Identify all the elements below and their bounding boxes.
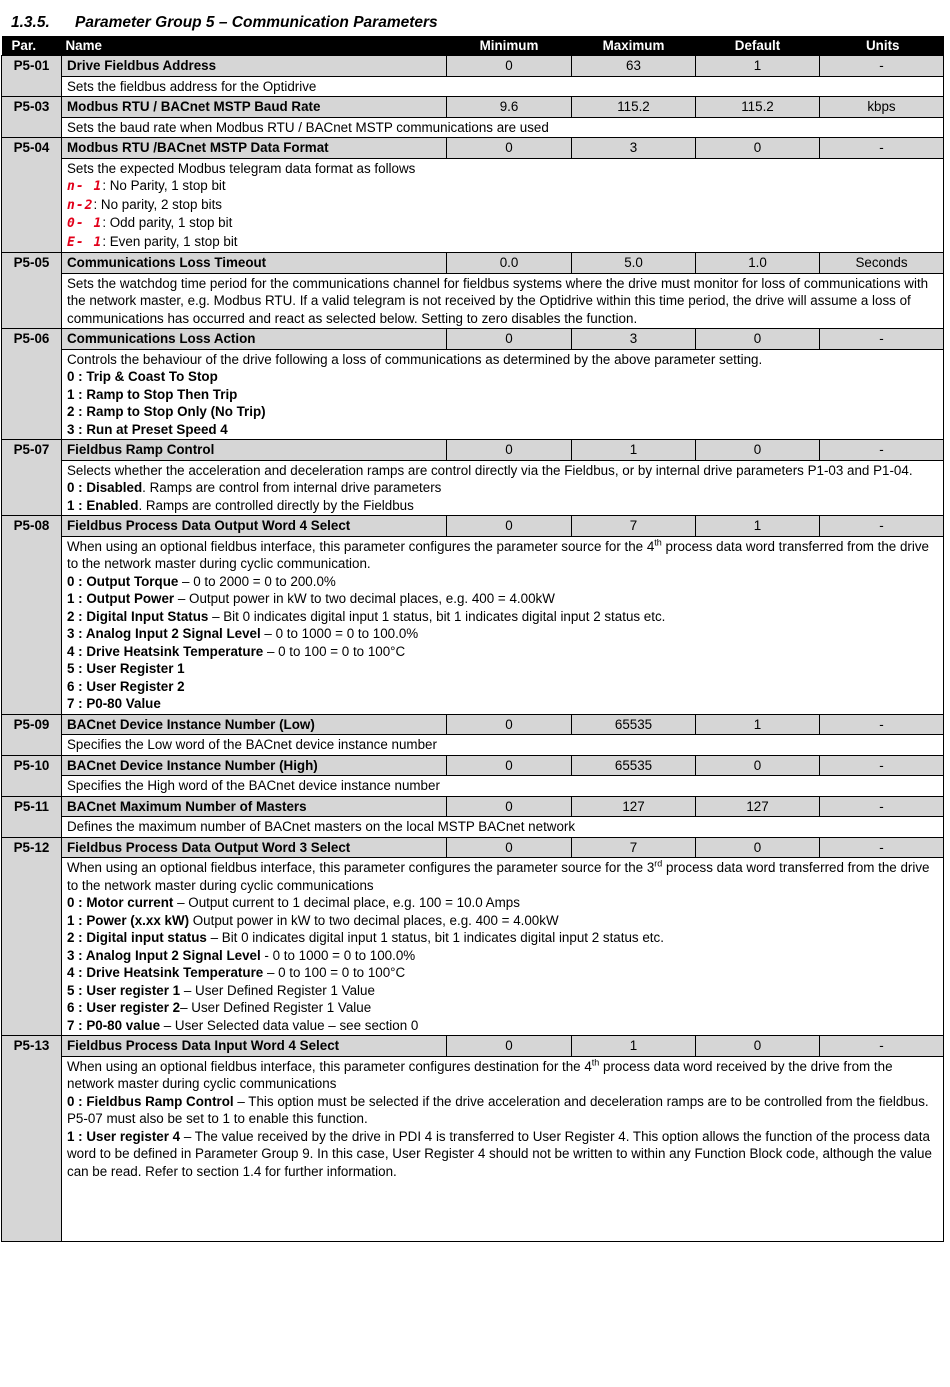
description-text: Controls the behaviour of the drive following a loss of communications as determined by the above parameter setting. — [67, 351, 763, 367]
setting-option — [67, 386, 938, 404]
description-text: Specifies the High word of the BACnet device instance number — [67, 778, 440, 793]
parameter-description-row — [2, 536, 944, 714]
parameter-rows — [2, 56, 944, 1242]
parameter-description-row — [2, 76, 944, 97]
parameter-id: P5-12 — [2, 837, 62, 1036]
parameter-default: 1.0 — [696, 253, 820, 274]
parameter-minimum: 0 — [447, 755, 572, 776]
setting-option — [67, 982, 938, 1000]
parameter-description — [62, 76, 944, 97]
data-format-option — [67, 214, 938, 233]
setting-option-label: 3 : Run at Preset Speed 4 — [67, 421, 228, 437]
setting-option-label: 7 : P0-80 Value — [67, 696, 161, 711]
parameter-minimum: 0 — [447, 796, 572, 817]
description-text — [67, 859, 938, 894]
parameter-units: Seconds — [820, 253, 944, 274]
description-text-end: process data word received by the drive from the network master during cyclic communications — [67, 1058, 893, 1091]
ordinal-suffix: th — [591, 1057, 600, 1068]
parameter-id: P5-04 — [2, 138, 62, 253]
parameter-id: P5-09 — [2, 714, 62, 755]
parameter-maximum: 65535 — [572, 755, 696, 776]
parameter-minimum: 0 — [447, 440, 572, 461]
seven-segment-code: n- 1 — [67, 179, 103, 194]
setting-option — [67, 999, 938, 1017]
setting-option — [67, 678, 938, 696]
setting-option-text: – Bit 0 indicates digital input 1 status, bit 1 indicates digital input 2 status etc. — [208, 608, 666, 624]
header-default: Default — [696, 36, 820, 56]
parameter-description — [62, 735, 944, 756]
setting-option — [67, 912, 938, 930]
setting-option — [67, 695, 938, 713]
parameter-maximum: 3 — [572, 138, 696, 159]
setting-option-label: 7 : P0-80 value — [67, 1017, 161, 1033]
parameter-minimum: 0 — [447, 714, 572, 735]
parameter-name: Modbus RTU /BACnet MSTP Data Format — [62, 138, 447, 159]
seven-segment-code: n-2 — [67, 197, 94, 213]
parameter-description — [62, 158, 944, 253]
description-text-start: When using an optional fieldbus interface, this parameter configures the parameter source for the 3 — [67, 860, 655, 875]
setting-option-label: 1 : Output Power — [67, 591, 175, 606]
setting-option-text: – 0 to 2000 = 0 to 200.0% — [178, 573, 336, 589]
parameter-units: - — [820, 837, 944, 858]
parameter-description-row — [2, 117, 944, 138]
parameter-units: - — [820, 440, 944, 461]
setting-option-label: 0 : Fieldbus Ramp Control — [67, 1093, 234, 1109]
option-text: : Even parity, 1 stop bit — [102, 233, 238, 249]
setting-option — [67, 403, 938, 421]
setting-option-label: 1 : User register 4 — [67, 1128, 181, 1144]
setting-option-label: 3 : Analog Input 2 Signal Level — [67, 626, 261, 641]
parameter-maximum: 5.0 — [572, 253, 696, 274]
description-text: Sets the expected Modbus telegram data format as follows — [67, 160, 416, 176]
description-text: Specifies the Low word of the BACnet device instance number — [67, 737, 437, 752]
setting-option — [67, 590, 938, 608]
parameter-row — [2, 329, 944, 350]
parameter-units: - — [820, 796, 944, 817]
parameter-name: Modbus RTU / BACnet MSTP Baud Rate — [62, 97, 447, 118]
description-text: Defines the maximum number of BACnet masters on the local MSTP BACnet network — [67, 819, 576, 834]
setting-option — [67, 1093, 938, 1128]
setting-option — [67, 608, 938, 626]
setting-option-text: – User Defined Register 1 Value — [180, 1000, 372, 1015]
parameter-default: 127 — [696, 796, 820, 817]
setting-option — [67, 368, 938, 386]
option-text: : Odd parity, 1 stop bit — [102, 215, 233, 230]
table-header-row — [2, 36, 944, 56]
setting-option-label: 1 : Ramp to Stop Then Trip — [67, 386, 238, 402]
data-format-option — [67, 177, 938, 196]
setting-option-text: Output power in kW to two decimal places, e.g. 400 = 4.00kW — [189, 912, 559, 928]
header-maximum: Maximum — [572, 36, 696, 56]
parameter-description — [62, 349, 944, 440]
setting-option — [67, 1017, 938, 1035]
parameter-default: 0 — [696, 138, 820, 159]
parameter-id: P5-11 — [2, 796, 62, 837]
header-par: Par. — [2, 36, 62, 56]
header-minimum: Minimum — [447, 36, 572, 56]
parameter-default: 1 — [696, 516, 820, 537]
parameter-default: 0 — [696, 755, 820, 776]
description-text: Sets the baud rate when Modbus RTU / BACnet MSTP communications are used — [67, 119, 549, 135]
setting-option — [67, 479, 938, 497]
parameter-default: 1 — [696, 56, 820, 77]
parameter-row — [2, 796, 944, 817]
parameter-maximum: 1 — [572, 440, 696, 461]
parameter-description-row — [2, 158, 944, 253]
parameter-row — [2, 56, 944, 77]
setting-option-text: – Bit 0 indicates digital input 1 status, bit 1 indicates digital input 2 status etc. — [206, 930, 664, 945]
setting-option-label: 5 : User Register 1 — [67, 661, 185, 676]
parameter-minimum: 0.0 — [447, 253, 572, 274]
setting-option — [67, 625, 938, 643]
parameter-maximum: 7 — [572, 837, 696, 858]
parameter-row — [2, 837, 944, 858]
description-text-start: When using an optional fieldbus interface, this parameter configures destination for the 4 — [67, 1058, 592, 1074]
parameter-default: 0 — [696, 837, 820, 858]
setting-option — [67, 573, 938, 591]
description-text: Selects whether the acceleration and deceleration ramps are control directly via the Fieldbus, or by internal drive parameters P1-03 and P1-04. — [67, 462, 913, 478]
setting-option — [67, 929, 938, 947]
setting-option-label: 0 : Disabled — [67, 480, 143, 495]
parameter-description — [62, 817, 944, 838]
ordinal-suffix: th — [654, 537, 662, 548]
setting-option-text: – 0 to 1000 = 0 to 100.0% — [260, 626, 419, 641]
blank-space — [67, 1180, 938, 1240]
parameter-default: 0 — [696, 329, 820, 350]
setting-option-text: - 0 to 1000 = 0 to 100.0% — [260, 947, 416, 963]
setting-option-label: 5 : User register 1 — [67, 982, 181, 998]
parameter-maximum: 63 — [572, 56, 696, 77]
description-text-end: process data word transferred from the drive to the network master during cyclic communications — [67, 860, 930, 893]
header-units: Units — [820, 36, 944, 56]
setting-option — [67, 643, 938, 661]
header-name: Name — [62, 36, 447, 56]
setting-option — [67, 947, 938, 965]
description-text: Sets the fieldbus address for the Optidrive — [67, 78, 317, 94]
setting-option-text: – Output current to 1 decimal place, e.g. 100 = 10.0 Amps — [173, 895, 520, 910]
setting-option-text: – The value received by the drive in PDI 4 is transferred to User Register 4. This option allows the function of the process data word to be defined in Parameter Group 9. In this case, User Register 4 should not be written to within any Function Block code, although the value can be read. Refer to section 1.4 for further information. — [67, 1128, 932, 1179]
seven-segment-code: E- 1 — [67, 234, 103, 250]
parameter-maximum: 127 — [572, 796, 696, 817]
setting-option-text: . Ramps are control from internal drive parameters — [142, 480, 442, 495]
parameter-maximum: 1 — [572, 1036, 696, 1057]
parameter-description — [62, 1056, 944, 1242]
description-text — [67, 1058, 938, 1093]
parameter-description — [62, 776, 944, 797]
parameter-id: P5-06 — [2, 329, 62, 440]
parameter-minimum: 9.6 — [447, 97, 572, 118]
parameter-units: - — [820, 56, 944, 77]
setting-option-label: 2 : Digital Input Status — [67, 608, 209, 624]
parameter-description-row — [2, 273, 944, 329]
setting-option-label: 0 : Output Torque — [67, 573, 179, 589]
parameter-row — [2, 1036, 944, 1057]
setting-option — [67, 660, 938, 678]
setting-option-text: – Output power in kW to two decimal places, e.g. 400 = 4.00kW — [174, 591, 555, 606]
data-format-option — [67, 196, 938, 215]
parameter-description — [62, 117, 944, 138]
parameter-id: P5-05 — [2, 253, 62, 329]
setting-option-label: 2 : Ramp to Stop Only (No Trip) — [67, 404, 266, 419]
setting-option-label: 1 : Enabled — [67, 497, 139, 513]
parameter-name: Fieldbus Process Data Input Word 4 Select — [62, 1036, 447, 1057]
parameter-id: P5-07 — [2, 440, 62, 516]
parameter-table — [1, 36, 944, 1242]
parameter-id: P5-10 — [2, 755, 62, 796]
setting-option-label: 4 : Drive Heatsink Temperature — [67, 643, 264, 659]
description-text: Sets the watchdog time period for the communications channel for fieldbus systems where the drive must monitor for loss of communications with the network master, e.g. Modbus RTU. If a valid telegram is not received by the Optidrive within this time period, the drive will assume a loss of communications has occurred and react as selected below. Setting to zero disables the function. — [67, 275, 929, 326]
parameter-name: Communications Loss Timeout — [62, 253, 447, 274]
parameter-description-row — [2, 858, 944, 1036]
seven-segment-code: 0- 1 — [67, 216, 103, 231]
setting-option — [67, 1128, 938, 1181]
setting-option-text: – User Selected data value – see section 0 — [160, 1017, 419, 1033]
parameter-name: BACnet Device Instance Number (High) — [62, 755, 447, 776]
parameter-minimum: 0 — [447, 138, 572, 159]
section-heading — [11, 14, 438, 32]
description-text-start: When using an optional fieldbus interface, this parameter configures the parameter source for the 4 — [67, 538, 655, 554]
parameter-description — [62, 536, 944, 714]
parameter-units: - — [820, 516, 944, 537]
parameter-id: P5-01 — [2, 56, 62, 97]
parameter-row — [2, 97, 944, 118]
parameter-minimum: 0 — [447, 837, 572, 858]
parameter-description-row — [2, 349, 944, 440]
setting-option-text: – This option must be selected if the drive acceleration and deceleration ramps are to be controlled from the fieldbus. P5-07 must also be set to 1 to enable this function. — [67, 1093, 929, 1126]
setting-option-label: 6 : User Register 2 — [67, 678, 185, 694]
setting-option-label: 3 : Analog Input 2 Signal Level — [67, 947, 261, 963]
setting-option — [67, 421, 938, 439]
parameter-name: Fieldbus Process Data Output Word 4 Select — [62, 516, 447, 537]
setting-option-text: . Ramps are controlled directly by the Fieldbus — [138, 497, 414, 513]
option-text: : No parity, 2 stop bits — [93, 196, 222, 212]
parameter-maximum: 65535 — [572, 714, 696, 735]
setting-option-label: 4 : Drive Heatsink Temperature — [67, 965, 264, 980]
parameter-description — [62, 858, 944, 1036]
ordinal-suffix: rd — [654, 858, 663, 869]
parameter-maximum: 7 — [572, 516, 696, 537]
parameter-minimum: 0 — [447, 56, 572, 77]
parameter-name: Fieldbus Process Data Output Word 3 Select — [62, 837, 447, 858]
setting-option — [67, 497, 938, 515]
setting-option — [67, 894, 938, 912]
parameter-row — [2, 714, 944, 735]
parameter-units: - — [820, 1036, 944, 1057]
parameter-row — [2, 253, 944, 274]
description-text-end: process data word transferred from the drive to the network master during cyclic communication. — [67, 538, 929, 571]
parameter-name: BACnet Device Instance Number (Low) — [62, 714, 447, 735]
parameter-description-row — [2, 776, 944, 797]
parameter-row — [2, 516, 944, 537]
parameter-name: Communications Loss Action — [62, 329, 447, 350]
option-text: : No Parity, 1 stop bit — [102, 178, 226, 193]
parameter-maximum: 115.2 — [572, 97, 696, 118]
setting-option-label: 0 : Motor current — [67, 895, 174, 910]
setting-option-text: – 0 to 100 = 0 to 100°C — [263, 965, 406, 980]
parameter-description-row — [2, 1056, 944, 1242]
setting-option-label: 0 : Trip & Coast To Stop — [67, 369, 218, 384]
description-text — [67, 538, 938, 573]
parameter-id: P5-03 — [2, 97, 62, 138]
parameter-name: Fieldbus Ramp Control — [62, 440, 447, 461]
parameter-id: P5-13 — [2, 1036, 62, 1242]
section-title: Parameter Group 5 – Communication Parameters — [75, 14, 438, 31]
section-number: 1.3.5. — [11, 14, 50, 31]
setting-option-label: 6 : User register 2 — [67, 1000, 181, 1015]
parameter-description — [62, 460, 944, 516]
parameter-units: - — [820, 329, 944, 350]
parameter-units: - — [820, 138, 944, 159]
parameter-minimum: 0 — [447, 516, 572, 537]
parameter-name: Drive Fieldbus Address — [62, 56, 447, 77]
data-format-option — [67, 233, 938, 252]
parameter-minimum: 0 — [447, 1036, 572, 1057]
parameter-description — [62, 273, 944, 329]
parameter-description-row — [2, 460, 944, 516]
parameter-default: 0 — [696, 1036, 820, 1057]
parameter-minimum: 0 — [447, 329, 572, 350]
setting-option-text: – 0 to 100 = 0 to 100°C — [263, 643, 406, 659]
parameter-row — [2, 755, 944, 776]
parameter-units: - — [820, 755, 944, 776]
parameter-row — [2, 138, 944, 159]
setting-option — [67, 964, 938, 982]
parameter-description-row — [2, 817, 944, 838]
parameter-name: BACnet Maximum Number of Masters — [62, 796, 447, 817]
parameter-units: kbps — [820, 97, 944, 118]
parameter-id: P5-08 — [2, 516, 62, 715]
setting-option-label: 2 : Digital input status — [67, 930, 207, 945]
setting-option-label: 1 : Power (x.xx kW) — [67, 912, 190, 928]
parameter-units: - — [820, 714, 944, 735]
parameter-row — [2, 440, 944, 461]
parameter-default: 115.2 — [696, 97, 820, 118]
parameter-default: 0 — [696, 440, 820, 461]
parameter-maximum: 3 — [572, 329, 696, 350]
parameter-default: 1 — [696, 714, 820, 735]
parameter-description-row — [2, 735, 944, 756]
setting-option-text: – User Defined Register 1 Value — [180, 982, 375, 998]
